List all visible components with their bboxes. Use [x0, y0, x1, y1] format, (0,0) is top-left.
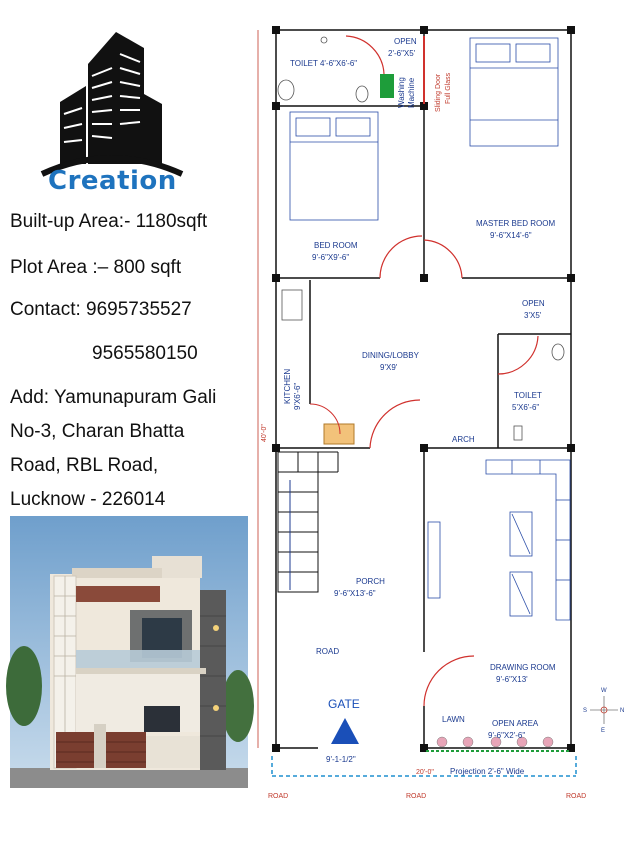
label-bottom-dimension: 20'-0": [416, 769, 434, 776]
label-open-area: OPEN AREA: [492, 719, 539, 728]
built-up-area: Built-up Area:- 1180sqft: [10, 211, 208, 232]
label-projection: Projection 2'-6" Wide: [450, 767, 525, 776]
label-porch-dim: 9'-6"X13'-6": [334, 589, 376, 598]
label-master-bed: MASTER BED ROOM: [476, 219, 556, 228]
label-full-glass: Full Glass: [445, 72, 452, 104]
compass-icon: [590, 696, 618, 724]
compass-east: E: [601, 728, 606, 734]
label-drawing-dim: 9'-6"X13': [496, 675, 528, 684]
label-kitchen-dim: 9'X6'-6": [293, 382, 302, 410]
label-open-mid: OPEN: [522, 299, 545, 308]
label-dining: DINING/LOBBY: [362, 351, 419, 360]
label-washing: Washing: [397, 77, 406, 108]
label-machine: Machine: [407, 77, 416, 108]
label-gate: GATE: [328, 697, 360, 711]
address-line-1: Add: Yamunapuram Gali: [10, 387, 217, 408]
address-line-3: Road, RBL Road,: [10, 455, 159, 476]
brochure-info-panel: [0, 0, 262, 846]
room-labels: [261, 37, 624, 800]
contact-phone-2: 9565580150: [92, 343, 198, 364]
staircase: [278, 452, 338, 592]
label-master-bed-dim: 9'-6"X14'-6": [490, 231, 532, 240]
furniture-sofa: [428, 460, 570, 620]
label-toilet-mid-dim: 5'X6'-6": [512, 403, 540, 412]
label-porch: PORCH: [356, 577, 385, 586]
label-road-inside: ROAD: [316, 647, 340, 656]
label-lawn: LAWN: [442, 715, 465, 724]
washing-machine-icon: [380, 74, 394, 98]
compass-south: S: [583, 708, 588, 714]
house-elevation-render: [10, 516, 248, 788]
address-line-4: Lucknow - 226014: [10, 489, 166, 510]
label-bed-room-dim: 9'-6"X9'-6": [312, 253, 350, 262]
address-line-2: No-3, Charan Bhatta: [10, 421, 185, 442]
label-toilet-mid: TOILET: [514, 391, 542, 400]
label-drawing: DRAWING ROOM: [490, 663, 556, 672]
compass-north: W: [601, 688, 607, 694]
label-open-top: OPEN: [394, 37, 417, 46]
label-bed-room: BED ROOM: [314, 241, 358, 250]
label-gate-dim: 9'-1-1/2": [326, 755, 356, 764]
floor-plan: [262, 0, 626, 846]
gate-arrow-icon: [331, 718, 359, 744]
label-arch: ARCH: [452, 435, 475, 444]
brand-name: Creation: [48, 166, 177, 196]
label-sliding-door: Sliding Door: [435, 73, 442, 112]
wall-lines: [276, 30, 571, 748]
label-road-center: ROAD: [406, 793, 427, 800]
plot-area: Plot Area :– 800 sqft: [10, 257, 182, 278]
label-open-area-dim: 9'-6"X2'-6": [488, 731, 526, 740]
label-road-left: ROAD: [268, 793, 289, 800]
compass-north-right: N: [620, 708, 625, 714]
label-toilet-top: TOILET 4'-6"X6'-6": [290, 59, 358, 68]
label-side-dimension: 40'-0": [261, 424, 268, 442]
label-open-mid-dim: 3'X5': [524, 311, 542, 320]
label-open-top-dim: 2'-6"X5': [388, 49, 416, 58]
label-kitchen: KITCHEN: [283, 368, 292, 404]
contact-phone-1: Contact: 9695735527: [10, 299, 192, 320]
label-road-right: ROAD: [566, 793, 587, 800]
label-dining-dim: 9'X9': [380, 363, 398, 372]
